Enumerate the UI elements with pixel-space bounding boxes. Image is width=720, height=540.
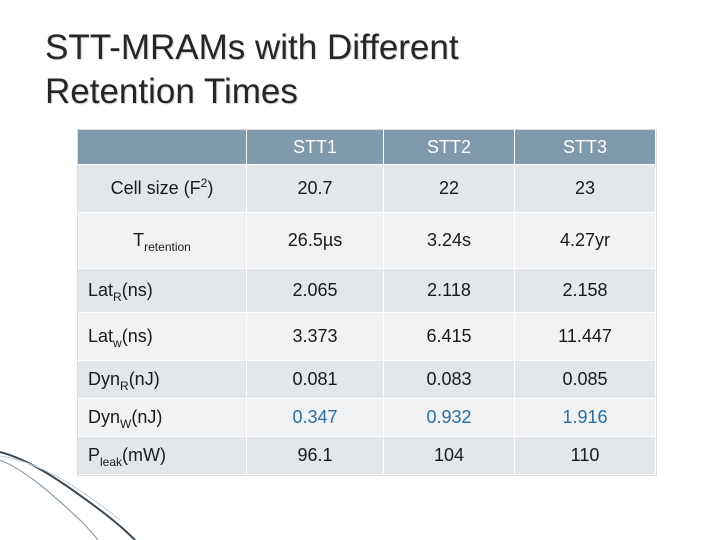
row-label-retention-sub: retention — [144, 240, 191, 254]
cell-cell-size-stt1: 20.7 — [247, 165, 384, 213]
table-row-dyn-w — [78, 399, 656, 437]
slide-title — [45, 26, 665, 114]
cell-cell-size-stt3: 23 — [515, 165, 656, 213]
slide-title-line-2: Retention Times — [45, 72, 298, 111]
table-row-p-leak — [78, 437, 656, 475]
cell-cell-size-stt2: 22 — [384, 165, 515, 213]
table-row-cell-size — [78, 165, 656, 213]
cell-lat-r-stt2: 2.118 — [384, 269, 515, 313]
row-label-cell-size-text: Cell size (F — [110, 178, 201, 198]
row-label-lat-w — [78, 313, 247, 361]
column-header-stt2: STT2 — [384, 130, 515, 165]
cell-retention-stt3: 4.27yr — [515, 213, 656, 269]
table-row-retention — [78, 213, 656, 269]
cell-dyn-r-stt1: 0.081 — [247, 361, 384, 399]
cell-dyn-w-stt2: 0.932 — [384, 399, 515, 437]
row-label-lat-r — [78, 269, 247, 313]
cell-lat-r-stt3: 2.158 — [515, 269, 656, 313]
row-label-p-leak-sub: leak — [100, 455, 123, 469]
row-label-dyn-w-text: Dyn — [88, 407, 121, 427]
row-label-dyn-r-text: Dyn — [88, 369, 121, 389]
row-label-lat-r-end: (ns) — [121, 280, 153, 300]
row-label-dyn-r-end: (nJ) — [128, 369, 160, 389]
cell-lat-w-stt3: 11.447 — [515, 313, 656, 361]
row-label-p-leak-text: P — [88, 445, 101, 465]
table-corner-header — [78, 130, 247, 165]
cell-p-leak-stt1: 96.1 — [247, 437, 384, 475]
column-header-stt3: STT3 — [515, 130, 656, 165]
cell-retention-stt1: 26.5µs — [247, 213, 384, 269]
row-label-dyn-r — [78, 361, 247, 399]
row-label-dyn-w — [78, 399, 247, 437]
row-label-cell-size-end: ) — [207, 178, 214, 198]
row-label-lat-r-sub: R — [113, 290, 122, 304]
row-label-cell-size-sup: 2 — [200, 176, 208, 190]
row-label-p-leak-end: (mW) — [122, 445, 167, 465]
slide-title-line-1: STT-MRAMs with Different — [45, 28, 459, 67]
row-label-lat-r-text: Lat — [88, 280, 114, 300]
row-label-lat-w-text: Lat — [88, 326, 114, 346]
cell-dyn-r-stt3: 0.085 — [515, 361, 656, 399]
retention-table — [78, 130, 656, 475]
cell-dyn-w-stt1: 0.347 — [247, 399, 384, 437]
row-label-dyn-w-end: (nJ) — [131, 407, 163, 427]
row-label-p-leak — [78, 437, 247, 475]
row-label-lat-w-end: (ns) — [121, 326, 153, 346]
row-label-dyn-w-sub: W — [120, 417, 132, 431]
row-label-lat-w-sub: w — [113, 336, 122, 350]
row-label-retention-text: T — [133, 230, 145, 250]
table-row-lat-r — [78, 269, 656, 313]
table-header-row — [78, 130, 656, 165]
cell-dyn-w-stt3: 1.916 — [515, 399, 656, 437]
cell-p-leak-stt3: 110 — [515, 437, 656, 475]
row-label-cell-size — [78, 165, 247, 213]
cell-lat-w-stt2: 6.415 — [384, 313, 515, 361]
cell-p-leak-stt2: 104 — [384, 437, 515, 475]
row-label-retention — [78, 213, 247, 269]
cell-retention-stt2: 3.24s — [384, 213, 515, 269]
column-header-stt1: STT1 — [247, 130, 384, 165]
table-row-dyn-r — [78, 361, 656, 399]
cell-lat-r-stt1: 2.065 — [247, 269, 384, 313]
cell-lat-w-stt1: 3.373 — [247, 313, 384, 361]
row-label-dyn-r-sub: R — [120, 379, 129, 393]
cell-dyn-r-stt2: 0.083 — [384, 361, 515, 399]
table-row-lat-w — [78, 313, 656, 361]
